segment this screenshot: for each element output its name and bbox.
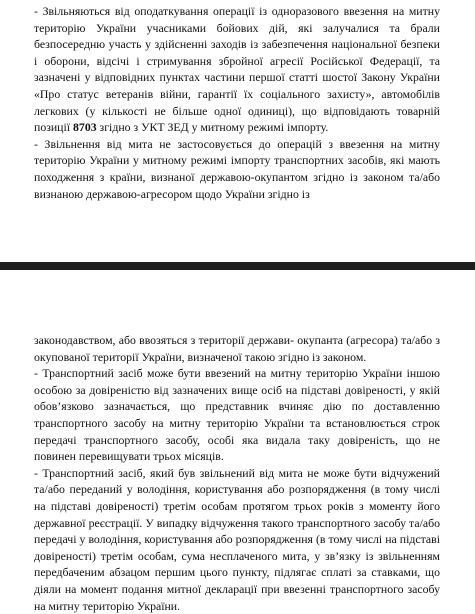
paragraph-alienation-restriction: - Транспортний засіб, який був звільнений від мита не може бути відчужений та/або переданий у володіння, користування або розпорядження (в тому числі на підставі довіреності) третім особам протягом трьох років з моменту його державної реєстрації. У випадку відчуження такого транспортного засобу та/або передачі у володіння, користування або розпорядження (в тому числі на підставі довіреності) третім особам, сума несплаченого мита, у зв’язку із звільненням передбаченим абзацом першим цього пункту, підлягає сплаті за ставками, що діяли на момент подання митної декларації при ввезенні транспортного засобу на митну територію України. (34, 465, 440, 613)
document-page-top (0, 0, 475, 262)
paragraph-power-of-attorney: - Транспортний засіб може бути ввезений на митну територію України іншою особою за довіреністю від зазначених вище осіб на підставі довіреності, у якій обов’язково зазначається, що представник вчиняє дію по доставленню транспортного засобу на митну територію України та встановлюється строк передачі транспортного засобу, особі яка видала таку довіреність, що не повинен перевищувати трьох місяців. (34, 366, 440, 464)
page-top-text (34, 3, 440, 202)
paragraph-aggressor-exclusion: - Звільнення від мита не застосовується до операцій з ввезення на митну територію України у митному режимі імпорту транспортних засобів, які мають походження з країни, визнаної державою-окупантом згідно із законом та/або визнаною державою-агресором щодо України згідно із (34, 136, 440, 201)
document-page-bottom (0, 270, 475, 613)
paragraph-text: згідно з УКТ ЗЕД у митному режимі імпорту. (96, 120, 329, 135)
paragraph-exemption-veterans (34, 3, 440, 136)
page-bottom-text (34, 332, 440, 614)
tariff-code: 8703 (73, 120, 97, 135)
page-divider (0, 262, 475, 270)
paragraph-text: - Звільняються від оподаткування операції із одноразового ввезення на митну територію України учасниками бойових дій, які залучалися та брали безпосередню участь у здійсненні заходів із забезпечення національної безпеки і оборони, відсічі і стримування збройної агресії Російської Федерації, та зазначені у відповідних пунктах частини першої статті шостої Закону України «Про статус ветеранів війни, гарантії їх соціального захисту», автомобілів легкових (у кількості не більше одної одиниці), що відповідають товарній позиції (34, 4, 440, 135)
paragraph-aggressor-exclusion-continued: законодавством, або ввозяться з території держави- окупанта (агресора) та/або з окупованої території України, визначеної такою згідно із законом. (34, 333, 440, 364)
